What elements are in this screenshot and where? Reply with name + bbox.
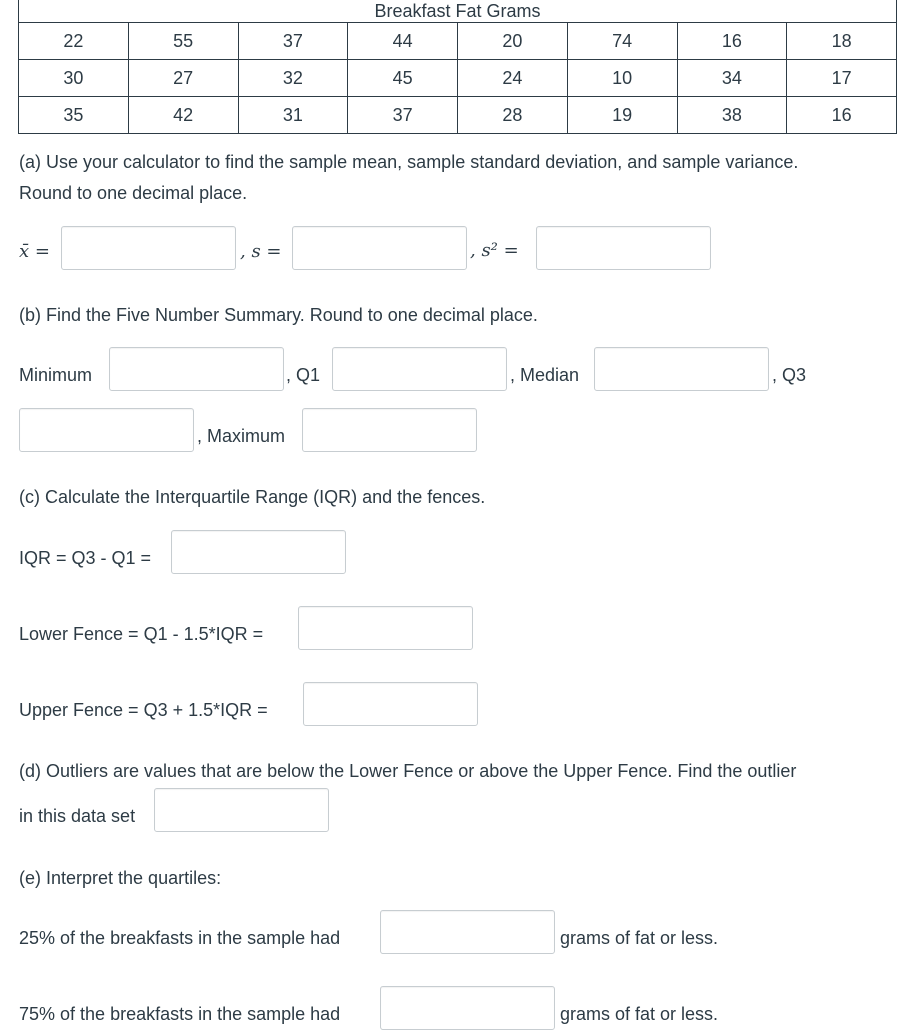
table-cell: 18 [787,23,897,60]
table-cell: 20 [458,23,568,60]
table-row [19,60,897,97]
upper-fence-label: Upper Fence = Q3 + 1.5*IQR = [19,700,268,720]
outlier-input[interactable] [154,788,329,832]
q3-label: , Q3 [772,365,807,385]
iqr-label: IQR = Q3 - Q1 = [19,548,152,568]
minimum-input[interactable] [109,347,284,391]
lower-fence-label: Lower Fence = Q1 - 1.5*IQR = [19,624,264,644]
s-label: , s = [240,241,282,262]
quartile-25-suffix: grams of fat or less. [560,928,719,948]
data-table [18,0,897,134]
table-header-row [19,0,897,23]
part-a-text: (a) Use your calculator to find the sample mean, sample standard deviation, and sample variance. [19,152,799,172]
maximum-input[interactable] [302,408,477,452]
part-a-text-2: Round to one decimal place. [19,183,248,203]
table-cell: 10 [567,60,677,97]
table-cell: 37 [348,97,458,134]
quartile-75-prefix: 75% of the breakfasts in the sample had [19,1004,341,1024]
part-d-text-2: in this data set [19,806,136,826]
s2-label: , s² = [470,240,519,261]
quartile-75-suffix: grams of fat or less. [560,1004,719,1024]
q3-input[interactable] [19,408,194,452]
q1-label: , Q1 [286,365,321,385]
table-cell: 38 [677,97,787,134]
quartile-25-prefix: 25% of the breakfasts in the sample had [19,928,341,948]
maximum-label: , Maximum [197,426,286,446]
mean-input[interactable] [61,226,236,270]
table-cell: 74 [567,23,677,60]
table-cell: 16 [787,97,897,134]
table-cell: 16 [677,23,787,60]
table-cell: 30 [19,60,129,97]
table-row [19,23,897,60]
median-label: , Median [510,365,580,385]
table-cell: 31 [238,97,348,134]
table-cell: 34 [677,60,787,97]
table-cell: 45 [348,60,458,97]
quartile-25-input[interactable] [380,910,555,954]
variance-input[interactable] [536,226,711,270]
table-cell: 17 [787,60,897,97]
table-cell: 44 [348,23,458,60]
table-cell: 28 [458,97,568,134]
part-e-text: (e) Interpret the quartiles: [19,868,222,888]
table-cell: 22 [19,23,129,60]
table-cell: 42 [128,97,238,134]
std-dev-input[interactable] [292,226,467,270]
iqr-input[interactable] [171,530,346,574]
xbar-label: x̄ = [19,241,50,262]
upper-fence-input[interactable] [303,682,478,726]
table-header: Breakfast Fat Grams [19,0,897,23]
median-input[interactable] [594,347,769,391]
table-cell: 32 [238,60,348,97]
part-b-text: (b) Find the Five Number Summary. Round to one decimal place. [19,305,538,325]
table-cell: 19 [567,97,677,134]
part-c-text: (c) Calculate the Interquartile Range (IQR) and the fences. [19,487,486,507]
table-cell: 37 [238,23,348,60]
table-cell: 35 [19,97,129,134]
table-cell: 55 [128,23,238,60]
table-cell: 24 [458,60,568,97]
table-row [19,97,897,134]
minimum-label: Minimum [19,365,93,385]
part-d-text: (d) Outliers are values that are below the Lower Fence or above the Upper Fence. Find the outlier [19,761,797,781]
table-cell: 27 [128,60,238,97]
quartile-75-input[interactable] [380,986,555,1030]
lower-fence-input[interactable] [298,606,473,650]
table-body [19,23,897,134]
q1-input[interactable] [332,347,507,391]
